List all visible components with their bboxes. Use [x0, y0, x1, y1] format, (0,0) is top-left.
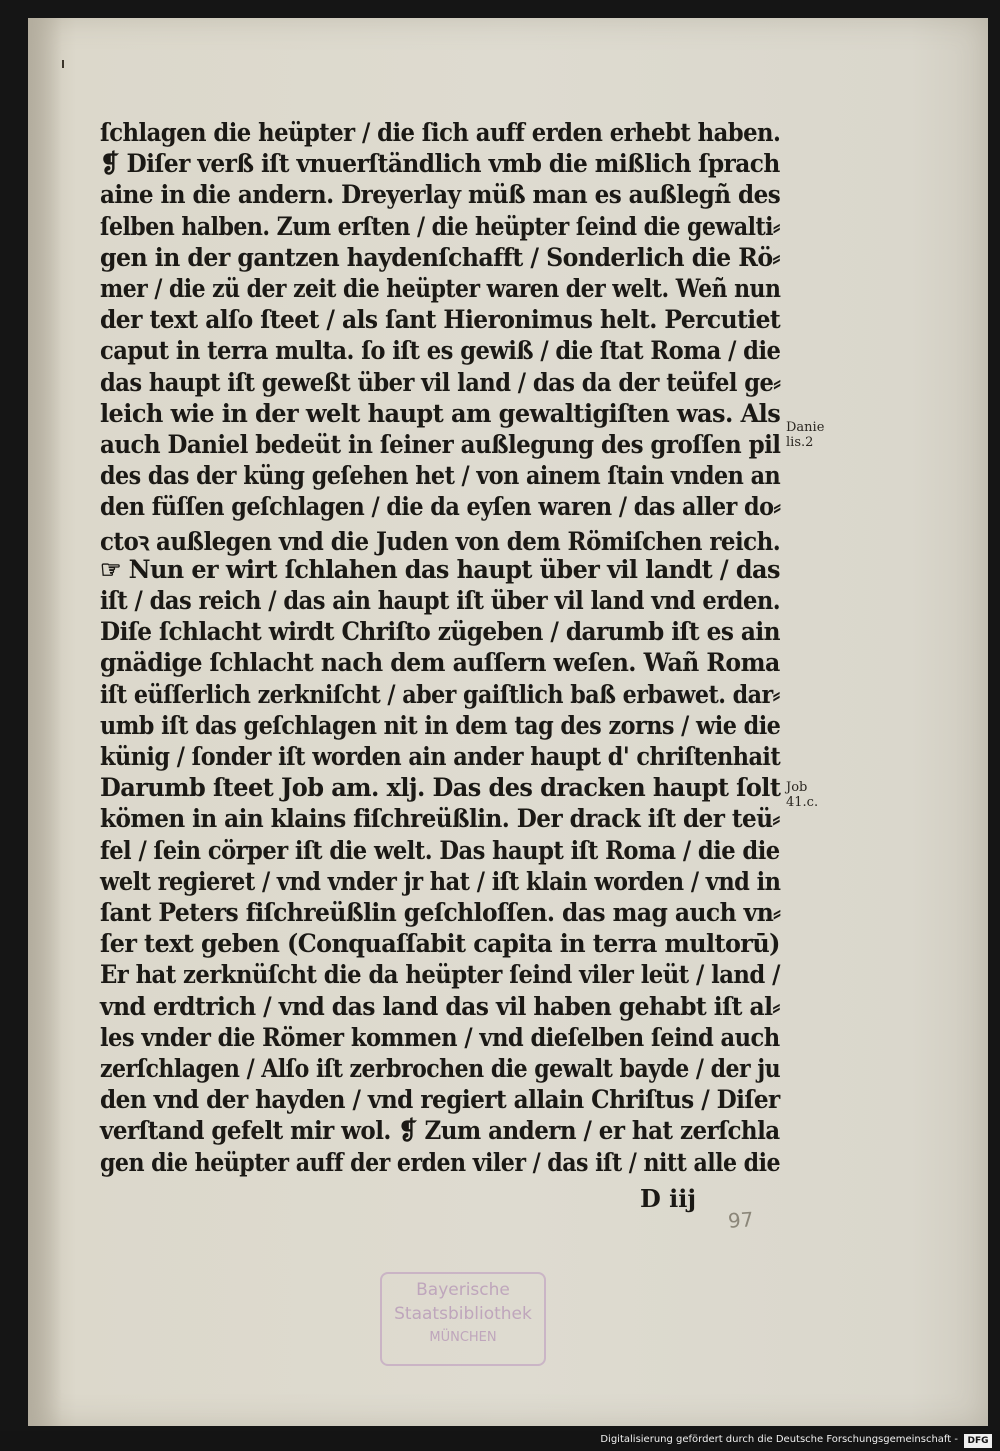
page-edge-mark	[62, 60, 64, 68]
text-line: ſant Peters fiſchreüßlin geſchloſſen. das mag auch vn⸗	[100, 898, 781, 927]
text-line: les vnder die Römer kommen / vnd dieſelben ſeind auch	[100, 1022, 780, 1052]
text-line: gen in der gantzen haydenſchafft / Sonderlich die Rö⸗	[100, 242, 780, 272]
stamp-line-3: MÜNCHEN	[429, 1330, 497, 1345]
text-line: das haupt iſt geweßt über vil land / das da der teüfel ge⸗	[100, 367, 781, 397]
text-line: der text alſo ſteet / als ſant Hieronimus helt. Percutiet	[100, 305, 781, 335]
text-line: verſtand gefelt mir wol. ❡ Zum andern / er hat zerſchla	[100, 1116, 780, 1146]
text-line: iſt eüſſerlich zerkniſcht / aber gaiſtlich baß erbawet. dar⸗	[100, 679, 780, 709]
text-line: des das der küng geſehen het / von ainem ſtain vnden an	[100, 461, 781, 491]
margin-note-daniel-line2: lis.2	[786, 435, 814, 450]
funding-notice: Digitalisierung gefördert durch die Deutsche Forschungsgemeinschaft -	[600, 1434, 958, 1445]
text-line: gen die heüpter auff der erden viler / das iſt / nitt alle die	[100, 1147, 781, 1177]
margin-note-daniel-line1: Danie	[786, 420, 825, 435]
text-line: künig / ſonder iſt worden ain ander haupt d' chriſtenhait	[100, 742, 781, 771]
signature-mark: D iij	[640, 1184, 697, 1213]
margin-note-job-line1: Job	[786, 780, 808, 795]
text-line: vnd erdtrich / vnd das land das vil haben gehabt iſt al⸗	[100, 991, 780, 1021]
stamp-line-1: Bayerische	[416, 1280, 510, 1300]
page-gutter-shadow	[28, 18, 62, 1426]
text-line: zerſchlagen / Alſo iſt zerbrochen die gewalt bayde / der ju	[100, 1054, 781, 1083]
text-line: caput in terra multa. ſo iſt es gewiß / die ſtat Roma / die	[100, 336, 781, 366]
text-line: umb iſt das geſchlagen nit in dem tag des zorns / wie die	[100, 710, 781, 740]
text-line: Diſe ſchlacht wirdt Chriſto zügeben / darumb iſt es ain	[100, 617, 780, 647]
text-line: ſelben halben. Zum erſten / die heüpter ſeind die gewalti⸗	[100, 211, 780, 241]
text-line: leich wie in der welt haupt am gewaltigiſten was. Als	[100, 398, 781, 428]
stamp-line-2: Staatsbibliothek	[394, 1304, 532, 1324]
text-line: Er hat zerknüſcht die da heüpter ſeind viler leüt / land /	[100, 960, 780, 990]
text-line: aine in die andern. Dreyerlay müß man es außlegñ des	[100, 180, 781, 210]
text-line: Darumb ſteet Job am. xlj. Das des dracken haupt ſolt	[100, 773, 781, 803]
text-line: ☞ Nun er wirt ſchlahen das haupt über vil landt / das	[100, 554, 780, 584]
text-line: den vnd der hayden / vnd regiert allain Chriſtus / Diſer	[100, 1085, 780, 1115]
text-line: fel / ſein cörper iſt die welt. Das haupt iſt Roma / die die	[100, 835, 780, 865]
text-line: kömen in ain klains fiſchreüßlin. Der drack iſt der teü⸗	[100, 804, 780, 834]
margin-note-job-line2: 41.c.	[786, 795, 819, 810]
text-line: auch Daniel bedeüt in ſeiner außlegung des groſſen pil	[100, 430, 781, 459]
footer-bar	[0, 1431, 1000, 1451]
margin-note-daniel	[786, 420, 846, 450]
book-page	[28, 18, 988, 1426]
dfg-logo: DFG	[964, 1434, 992, 1448]
library-stamp	[380, 1272, 546, 1366]
text-line: den füſſen geſchlagen / die da eyſen waren / das aller do⸗	[100, 492, 781, 522]
text-line: gnädige ſchlacht nach dem auſſern weſen. Wañ Roma	[100, 648, 780, 678]
text-line: ſchlagen die heüpter / die ſich auff erden erhebt haben.	[100, 118, 781, 147]
text-line: ❡ Diſer verß iſt vnuerſtändlich vmb die mißlich ſprach	[100, 149, 780, 179]
margin-note-job	[786, 780, 846, 810]
text-line: iſt / das reich / das ain haupt iſt über vil land vnd erden.	[100, 586, 781, 615]
text-line: welt regieret / vnd vnder jr hat / iſt klain worden / vnd in	[100, 866, 781, 896]
text-line: mer / die zü der zeit die heüpter waren der welt. Weñ nun	[100, 274, 781, 303]
text-line: ſer text geben (Conquaſſabit capita in terra multorū)	[100, 929, 780, 959]
folio-number: 97	[727, 1207, 755, 1233]
text-line: ctoꝛ außlegen vnd die Juden von dem Römiſchen reich.	[100, 526, 781, 556]
